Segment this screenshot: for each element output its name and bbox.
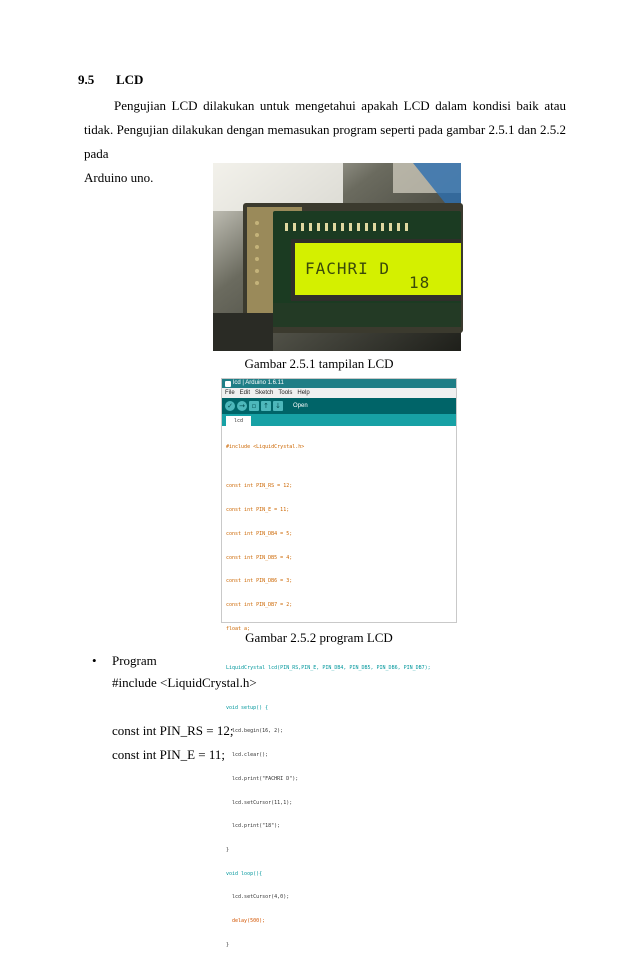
code-line: const int PIN_DB6 = 3; (226, 578, 293, 585)
paragraph-line-2: Pengujian dilakukan dengan memasukan program seperti pada gambar 2.5.1 dan 2.5.2 pada (84, 122, 567, 161)
code-line: void loop(){ (226, 870, 263, 877)
ide-window-title: lcd | Arduino 1.6.11 (233, 380, 284, 386)
open-file-icon: ↑ (261, 401, 271, 411)
figure-2-caption: Gambar 2.5.2 program LCD (245, 630, 393, 645)
section-heading (78, 72, 143, 88)
code-line: lcd.setCursor(11,1); (226, 799, 293, 806)
ide-menu-edit: Edit (239, 390, 251, 396)
code-line: const int PIN_DB4 = 5; (226, 530, 293, 537)
ide-menu-file: File (225, 390, 235, 396)
code-line: #include <LiquidCrystal.h> (226, 443, 305, 450)
code-line: } (226, 941, 230, 948)
figure-1-caption: Gambar 2.5.1 tampilan LCD (244, 356, 394, 371)
ide-menu-tools: Tools (278, 390, 293, 396)
code-line: LiquidCrystal lcd(PIN_RS,PIN_E, PIN_DB4, PIN_DB5, PIN_DB6, PIN_DB7); (226, 665, 431, 672)
code-line: lcd.clear(); (226, 752, 269, 759)
ide-menu-bar (222, 388, 456, 398)
verify-icon: ✓ (225, 401, 235, 411)
code-line: const int PIN_DB5 = 4; (226, 554, 293, 561)
ide-menu-help: Help (297, 390, 310, 396)
paragraph-line-1: Pengujian LCD dilakukan untuk mengetahui apakah LCD dalam kondisi baik atau tidak. (84, 98, 566, 137)
program-line: #include <LiquidCrystal.h> (112, 675, 257, 690)
upload-icon: → (237, 401, 247, 411)
ide-tab-lcd: lcd (226, 416, 251, 426)
section-title: LCD (116, 72, 144, 87)
lcd-text-line-1: FACHRI D (305, 259, 391, 278)
arduino-logo-icon (225, 381, 231, 387)
code-line: lcd.begin(16, 2); (226, 728, 284, 735)
lcd-text-line-2: 18 (409, 273, 431, 292)
code-line: lcd.print("FACHRI D"); (226, 775, 299, 782)
code-line: const int PIN_E = 11; (226, 507, 290, 514)
lcd-photo (213, 163, 461, 351)
paragraph-line-3: Arduino uno. (84, 170, 154, 185)
ide-code-editor (222, 426, 456, 968)
program-line: const int PIN_E = 11; (112, 747, 226, 762)
code-line: delay(500); (226, 918, 266, 925)
code-line: void setup() { (226, 704, 269, 711)
ide-toolbar (222, 398, 456, 414)
code-line: } (226, 847, 230, 854)
ide-title-bar (222, 379, 456, 388)
code-line: const int PIN_RS = 12; (226, 483, 293, 490)
lcd-photo-illustration (213, 163, 461, 351)
program-label: Program (112, 653, 157, 668)
code-line: float a; (226, 625, 251, 632)
program-line: const int PIN_RS = 12; (112, 723, 234, 738)
bullet-icon: • (92, 653, 97, 668)
ide-tab-bar (222, 414, 456, 426)
code-line: lcd.print("18"); (226, 823, 281, 830)
code-line: const int PIN_DB7 = 2; (226, 601, 293, 608)
ide-menu-sketch: Sketch (255, 390, 274, 396)
ide-toolbar-hint: Open (293, 403, 308, 409)
code-line: lcd.setCursor(4,0); (226, 894, 290, 901)
save-file-icon: ↓ (273, 401, 283, 411)
section-number: 9.5 (78, 72, 95, 87)
new-file-icon: ▫ (249, 401, 259, 411)
